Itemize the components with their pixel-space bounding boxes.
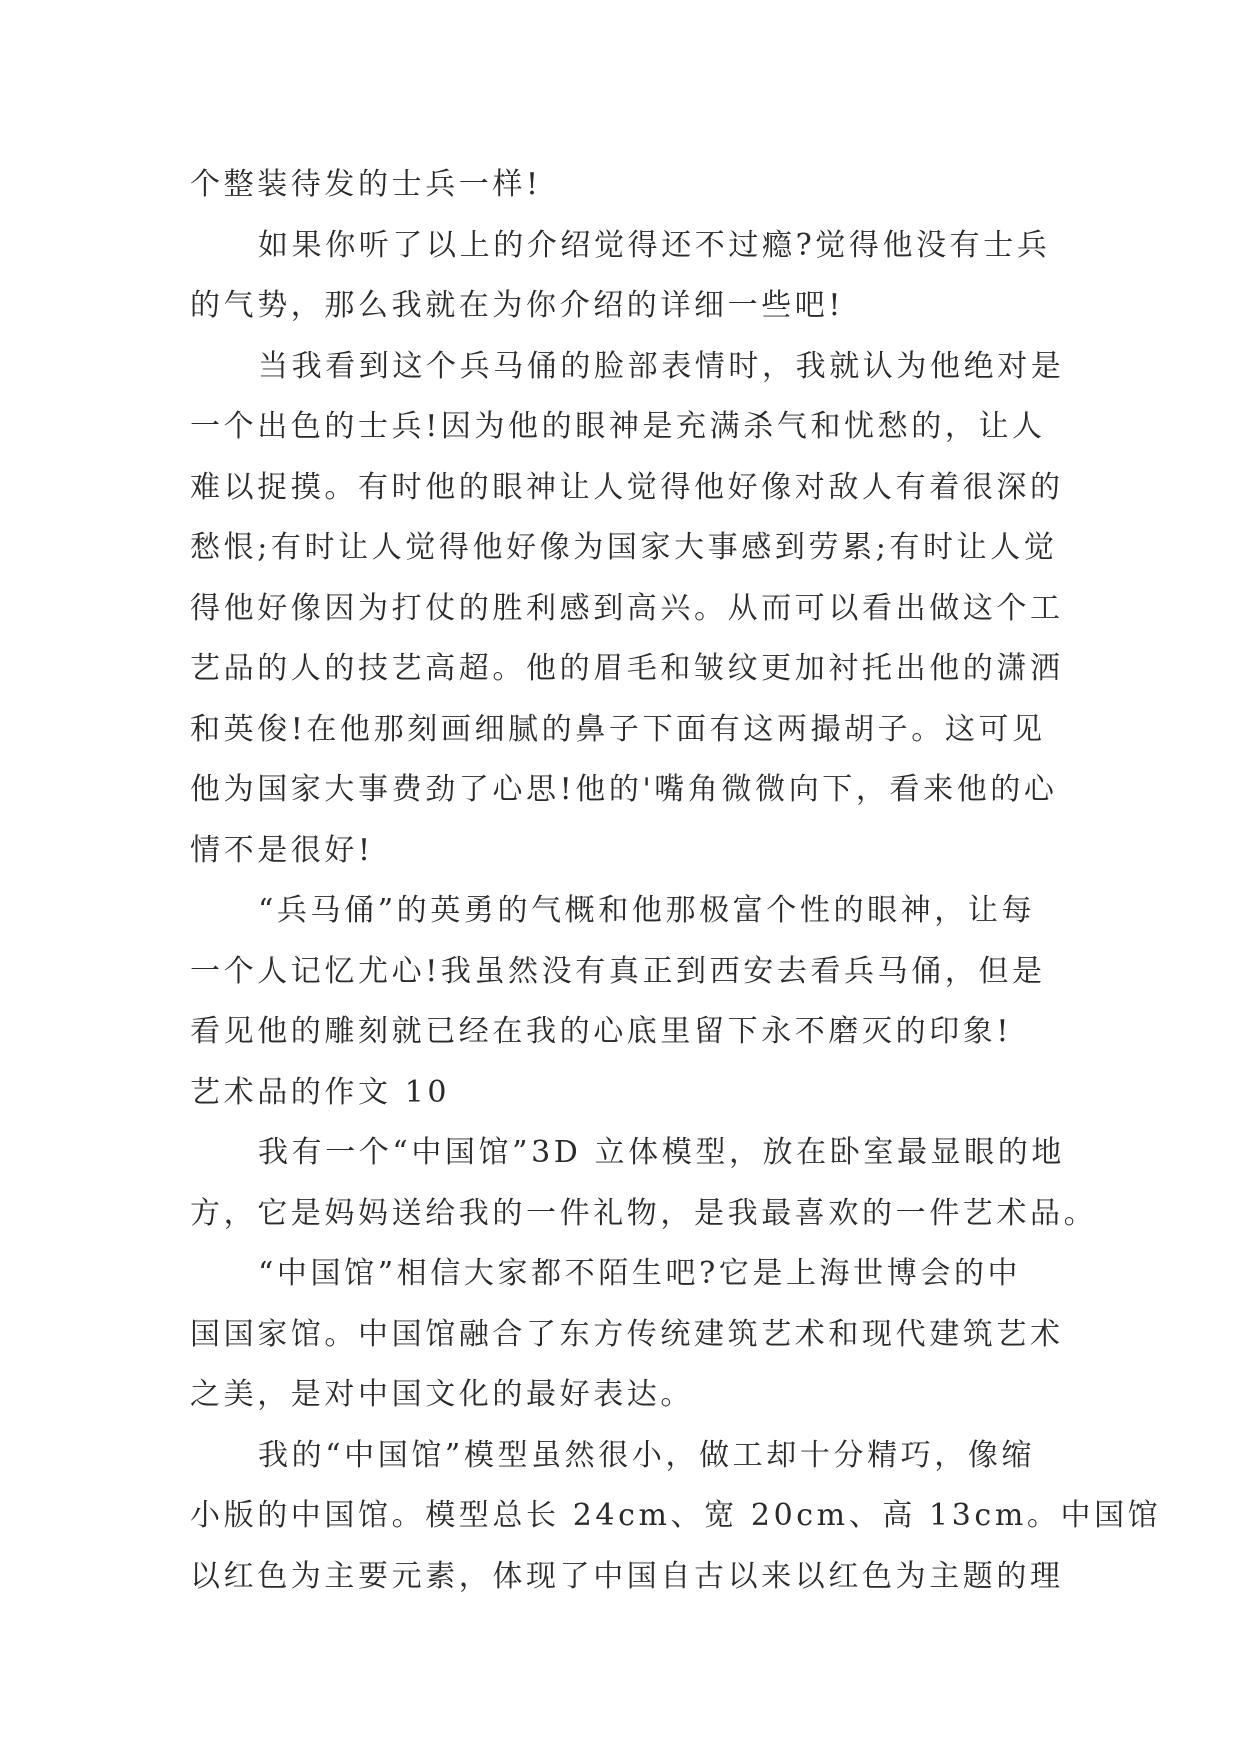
text-line: 得他好像因为打仗的胜利感到高兴。从而可以看出做这个工: [190, 590, 1064, 626]
text-line: 的气势，那么我就在为你介绍的详细一些吧!: [190, 288, 845, 323]
text-line: 艺品的人的技艺高超。他的眉毛和皱纹更加衬托出他的潇洒: [190, 651, 1064, 686]
text-line: 一个出色的士兵!因为他的眼神是充满杀气和忧愁的，让人: [190, 409, 1046, 444]
paragraph-first-line: “中国馆”相信大家都不陌生吧?它是上海世博会的中: [258, 1256, 1022, 1291]
text-line: 国国家馆。中国馆融合了东方传统建筑艺术和现代建筑艺术: [190, 1316, 1064, 1352]
paragraph-first-line: 我的“中国馆”模型虽然很小，做工却十分精巧，像缩: [258, 1437, 1036, 1473]
essay-body: [190, 155, 1162, 1607]
text-line: 难以捉摸。有时他的眼神让人觉得他好像对敌人有着很深的: [190, 469, 1064, 505]
text-line: 一个人记忆尤心!我虽然没有真正到西安去看兵马俑，但是: [190, 953, 1046, 989]
paragraph-first-line: 如果你听了以上的介绍觉得还不过瘾?觉得他没有士兵: [258, 227, 1051, 263]
text-line: 个整装待发的士兵一样!: [190, 167, 542, 202]
text-line: 和英俊!在他那刻画细腻的鼻子下面有这两撮胡子。这可见: [190, 711, 1046, 747]
paragraph-first-line: 当我看到这个兵马俑的脸部表情时，我就认为他绝对是: [258, 348, 1065, 384]
text-line: 情不是很好!: [190, 832, 374, 868]
text-line: 愁恨;有时让人觉得他好像为国家大事感到劳累;有时让人觉: [190, 530, 1058, 565]
text-line: 小版的中国馆。模型总长 24cm、宽 20cm、高 13cm。中国馆: [190, 1498, 1162, 1533]
text-line: 方，它是妈妈送给我的一件礼物，是我最喜欢的一件艺术品。: [190, 1195, 1098, 1231]
text-line: 之美，是对中国文化的最好表达。: [190, 1377, 694, 1412]
text-line: 他为国家大事费劲了心思!他的'嘴角微微向下，看来他的心: [190, 772, 1058, 807]
text-line: 艺术品的作文 10: [190, 1074, 451, 1110]
text-line: 看见他的雕刻就已经在我的心底里留下永不磨灭的印象!: [190, 1014, 1013, 1049]
text-line: 以红色为主要元素，体现了中国自古以来以红色为主题的理: [190, 1558, 1064, 1594]
paragraph-first-line: “兵马俑”的英勇的气概和他那极富个性的眼神，让每: [258, 893, 1036, 928]
paragraph-first-line: 我有一个“中国馆”3D 立体模型，放在卧室最显眼的地: [258, 1135, 1065, 1170]
